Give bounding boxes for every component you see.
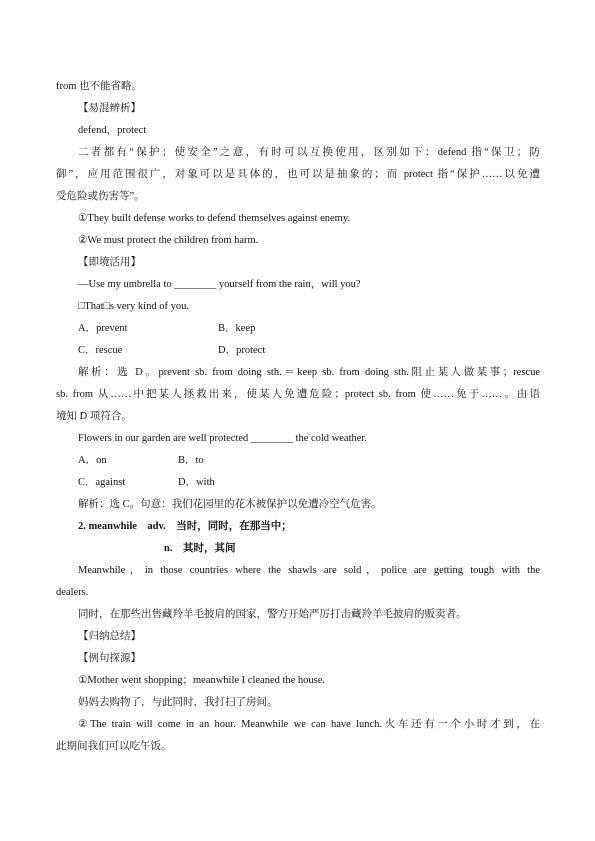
option-c: C．rescue: [78, 345, 123, 356]
option-row: [78, 322, 540, 336]
text-line: from 也不能省略。: [56, 81, 143, 92]
example-sentence: ②We must protect the children from harm.: [78, 235, 259, 246]
option-row: [78, 476, 540, 490]
option-b: B．keep: [218, 323, 256, 334]
translation-text: 妈妈去购物了，与此同时，我打扫了房间。: [78, 697, 278, 708]
explanation-text: 境知 D 项符合。: [56, 411, 132, 422]
vocab-heading: n. 其时，其间: [164, 543, 236, 554]
question-text: Flowers in our garden are well protected ________ the cold weather.: [78, 433, 367, 444]
option-c: C．against: [78, 477, 126, 488]
option-d: D．protect: [218, 345, 266, 356]
example-sentence: ①Mother went shopping；meanwhile I cleaned the house.: [78, 675, 326, 686]
section-heading: 【归纳总结】: [78, 631, 141, 642]
text-line: 御”，应用范围很广，对象可以是具体的，也可以是抽象的；而 protect 指“保护……以免遭: [56, 169, 540, 180]
text-line: 受危险或伤害等”。: [56, 191, 145, 202]
explanation-text: sb. from 从……中把某人拯救出来，使某人免遭危险；protect sb. from 使……免于……。由语: [56, 389, 540, 400]
section-heading: 【易混辨析】: [78, 103, 141, 114]
option-b: B．to: [178, 455, 204, 466]
option-a: A．prevent: [78, 323, 128, 334]
option-row: [78, 344, 540, 358]
section-heading: 【即境活用】: [78, 257, 141, 268]
explanation-text: 解析：选 D。prevent sb. from doing sth.＝keep sb. from doing sth.阻止某人做某事；rescue: [78, 367, 540, 378]
question-text: —Use my umbrella to ________ yourself from the rain，will you?: [78, 279, 361, 290]
option-a: A．on: [78, 455, 107, 466]
example-sentence: ①They built defense works to defend themselves against enemy.: [78, 213, 351, 224]
translation-text: 同时，在那些出售藏羚羊毛披肩的国家，警方开始严厉打击藏羚羊毛披肩的贩卖者。: [78, 609, 467, 620]
example-sentence: Meanwhile，in those countries where the shawls are sold，police are getting tough with the: [78, 565, 540, 576]
example-sentence: ②The train will come in an hour. Meanwhile we can have lunch.火车还有一个小时才到，在: [78, 719, 540, 730]
option-d: D．with: [178, 477, 215, 488]
explanation-text: 解析：选 C。句意：我们花园里的花木被保护以免遭冷空气危害。: [78, 499, 382, 510]
vocab-heading: 2. meanwhile adv. 当时，同时，在那当中；: [78, 521, 292, 532]
text-line: defend，protect: [78, 125, 147, 136]
question-text: □That□s very kind of you.: [78, 301, 189, 312]
example-sentence: dealers.: [56, 587, 89, 598]
translation-text: 此期间我们可以吃午饭。: [56, 741, 172, 752]
option-row: [78, 454, 540, 468]
section-heading: 【例句探源】: [78, 653, 141, 664]
text-line: 二者都有“保护；使安全”之意，有时可以互换使用，区别如下：defend 指“保卫；防: [78, 147, 540, 158]
